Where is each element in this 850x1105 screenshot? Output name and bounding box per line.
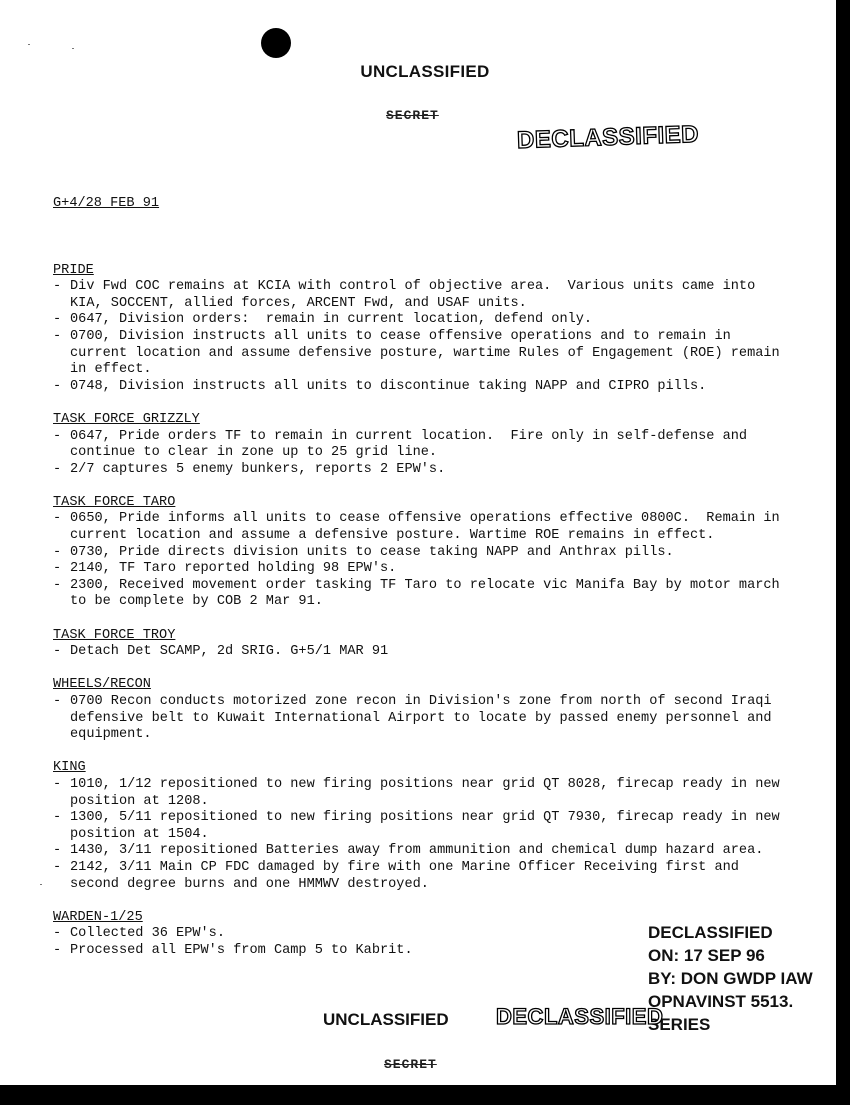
struck-secret-marking: SECRET <box>386 108 439 123</box>
log-entry-text: 0650, Pride informs all units to cease offensive operations effective 0800C. Remain in current location and assume a defensive posture. Wartime ROE remains in effect. <box>70 511 788 544</box>
log-entry-text: Detach Det SCAMP, 2d SRIG. G+5/1 MAR 91 <box>70 644 389 660</box>
bullet-dash: - <box>53 694 70 709</box>
declassification-block <box>648 921 838 1036</box>
log-entry <box>53 860 793 893</box>
bullet-dash: - <box>53 378 70 394</box>
log-entry-text: Processed all EPW's from Camp 5 to Kabrit. <box>70 942 413 958</box>
log-entry-text: 2300, Received movement order tasking TF Taro to relocate vic Manifa Bay by motor march to be complete by COB 2 Mar 91. <box>70 577 788 610</box>
log-entry-text: 1430, 3/11 repositioned Batteries away from ammunition and chemical dump hazard area. <box>70 843 764 859</box>
log-entry-text: 0748, Division instructs all units to discontinue taking NAPP and CIPRO pills. <box>70 378 707 394</box>
log-entry-text: 0700, Division instructs all units to cease offensive operations and to remain in current location and assume defensive posture, wartime Rules of Engagement (ROE) remain in effect. <box>70 328 788 378</box>
log-entry <box>53 511 793 544</box>
log-entry-text: 1300, 5/11 repositioned to new firing positions near grid QT 7930, firecap ready in new position at 1504. <box>70 810 788 842</box>
declass-date: ON: 17 SEP 96 <box>648 946 765 965</box>
log-entry-text: 0647, Pride orders TF to remain in current location. Fire only in self-defense and continue to clear in zone up to 25 grid line. <box>70 428 756 461</box>
section-title: TASK FORCE GRIZZLY <box>53 411 200 427</box>
bullet-dash: - <box>53 511 70 527</box>
log-entry-text: 0700 Recon conducts motorized zone recon in Division's zone from north of second Iraqi defensive belt to Kuwait International Airport to locate by passed enemy personnel and equipment. <box>70 694 780 743</box>
log-section <box>53 412 793 478</box>
log-entry-text: 2142, 3/11 Main CP FDC damaged by fire with one Marine Officer Receiving first and second degree burns and one HMMWV destroyed. <box>70 859 748 892</box>
log-section <box>53 760 793 893</box>
declassified-stamp: DECLASSIFIED <box>516 120 700 155</box>
scan-border-bottom <box>0 1085 850 1105</box>
log-section <box>53 495 793 611</box>
log-entry <box>53 694 793 744</box>
bullet-dash: - <box>53 561 70 577</box>
bullet-dash: - <box>53 644 70 660</box>
bullet-dash: - <box>53 544 70 560</box>
log-entry <box>53 279 793 312</box>
log-entry-text: 0730, Pride directs division units to cease taking NAPP and Anthrax pills. <box>70 544 674 560</box>
date-line: G+4/28 FEB 91 <box>53 196 160 212</box>
section-title: WHEELS/RECON <box>53 677 151 693</box>
log-section <box>53 628 793 661</box>
bullet-dash: - <box>53 810 70 826</box>
scan-border-right <box>836 0 850 1105</box>
log-section <box>53 263 793 396</box>
declass-authority: BY: DON GWDP IAW <box>648 969 813 988</box>
log-entry-text: 1010, 1/12 repositioned to new firing positions near grid QT 8028, firecap ready in new position at 1208. <box>70 776 788 809</box>
log-entry-text: 0647, Division orders: remain in current location, defend only. <box>70 312 593 328</box>
bullet-dash: - <box>53 942 70 958</box>
declass-series: SERIES <box>648 1015 711 1034</box>
log-entry <box>53 545 793 562</box>
section-title: KING <box>53 760 86 776</box>
bullet-dash: - <box>53 577 70 593</box>
log-entry <box>53 644 793 661</box>
classification-header: UNCLASSIFIED <box>360 62 490 81</box>
log-entry <box>53 777 793 810</box>
bullet-dash: - <box>53 843 70 859</box>
scan-speck <box>72 48 74 49</box>
bullet-dash: - <box>53 461 70 477</box>
declass-line: DECLASSIFIED <box>648 923 773 942</box>
classification-footer: UNCLASSIFIED <box>323 1010 449 1029</box>
bullet-dash: - <box>53 428 70 444</box>
declassified-stamp-bottom: DECLASSIFIED <box>496 1004 664 1029</box>
log-entry-text: 2/7 captures 5 enemy bunkers, reports 2 EPW's. <box>70 461 446 477</box>
log-entry <box>53 429 793 462</box>
log-entry <box>53 312 793 329</box>
bullet-dash: - <box>53 926 70 942</box>
scan-speck <box>40 884 42 885</box>
section-title: TASK FORCE TARO <box>53 494 176 510</box>
bullet-dash: - <box>53 776 70 792</box>
log-entry-text: Collected 36 EPW's. <box>70 926 225 942</box>
punch-hole <box>261 28 291 58</box>
log-entry <box>53 578 793 611</box>
sections <box>53 263 793 960</box>
section-title: WARDEN-1/25 <box>53 909 143 925</box>
bullet-dash: - <box>53 328 70 344</box>
log-entry-text: Div Fwd COC remains at KCIA with control of objective area. Various units came into KIA, SOCCENT, allied forces, ARCENT Fwd, and USAF units. <box>70 279 764 311</box>
log-entry <box>53 843 793 860</box>
bullet-dash: - <box>53 312 70 328</box>
log-entry <box>53 462 793 479</box>
section-title: PRIDE <box>53 262 94 278</box>
log-body <box>53 163 793 1009</box>
log-entry <box>53 561 793 578</box>
log-entry <box>53 329 793 379</box>
section-title: TASK FORCE TROY <box>53 627 176 643</box>
log-section <box>53 677 793 743</box>
log-entry-text: 2140, TF Taro reported holding 98 EPW's. <box>70 561 397 577</box>
declass-instruction: OPNAVINST 5513. <box>648 992 794 1011</box>
bullet-dash: - <box>53 279 70 295</box>
scan-speck <box>28 44 30 45</box>
bullet-dash: - <box>53 859 70 875</box>
struck-secret-marking-bottom: SECRET <box>384 1057 437 1072</box>
log-entry <box>53 810 793 843</box>
log-entry <box>53 379 793 396</box>
